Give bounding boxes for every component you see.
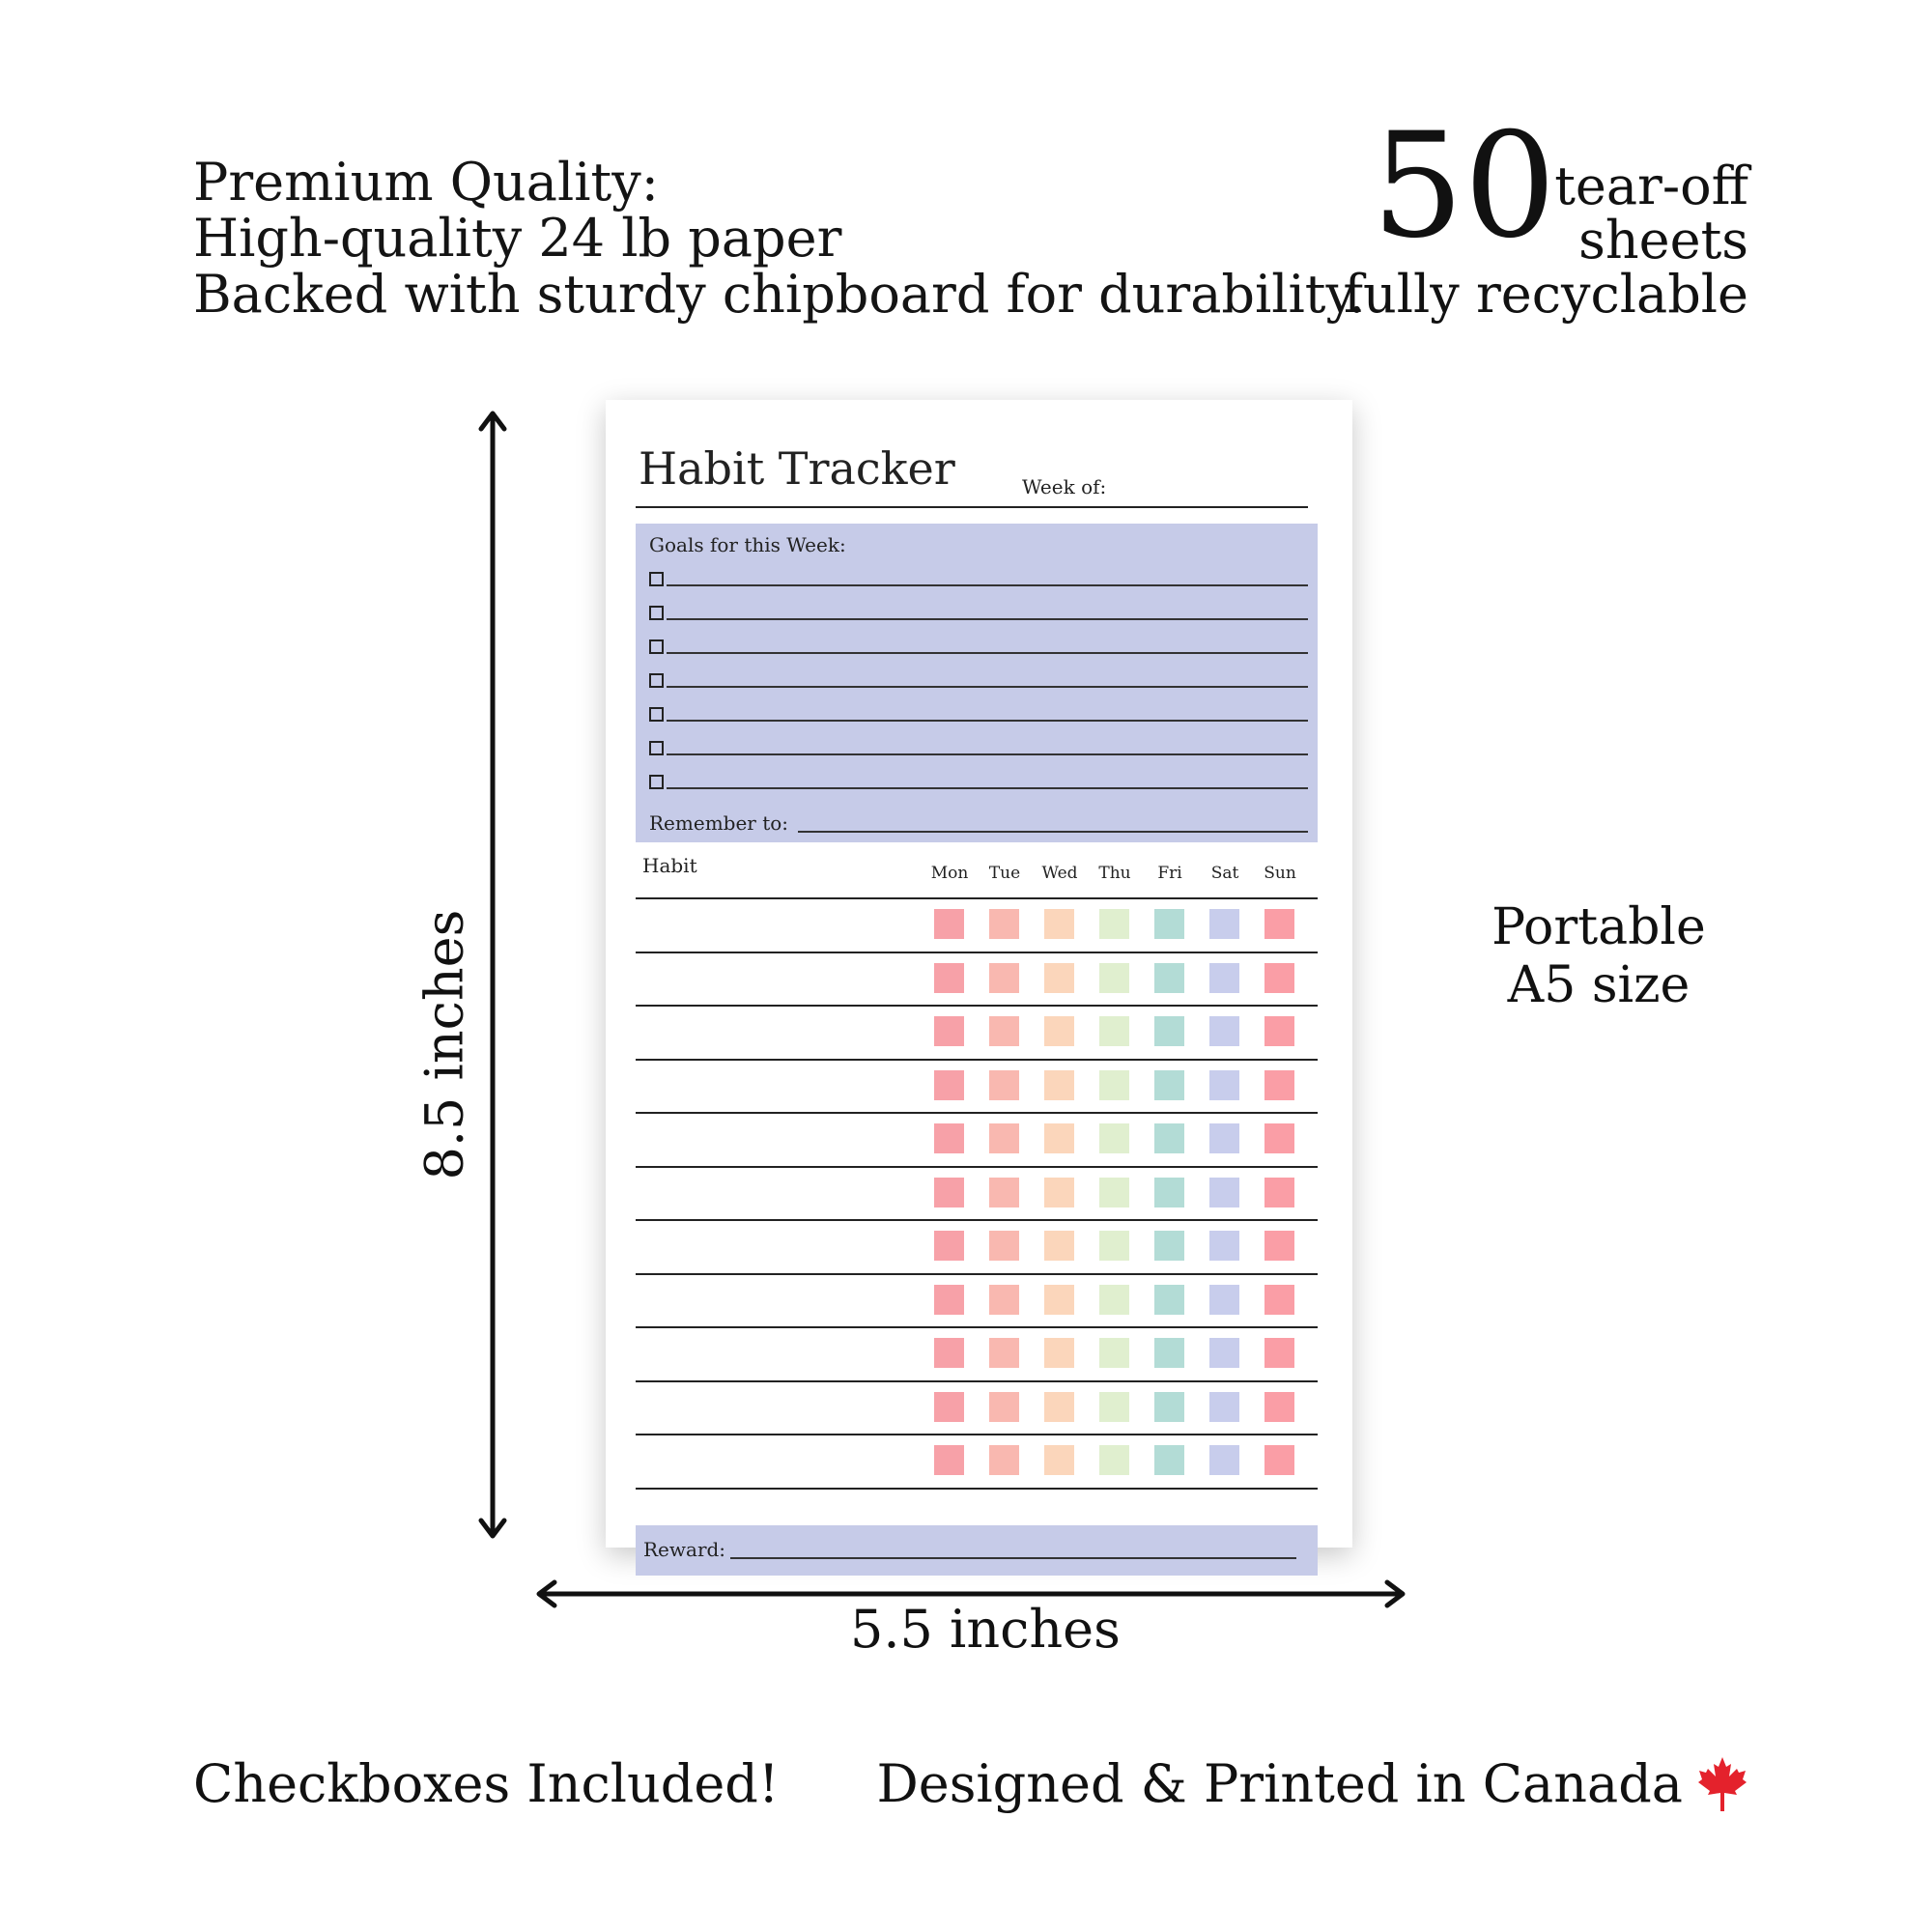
- portable-label: Portable: [1492, 898, 1706, 956]
- habit-day-square[interactable]: [1044, 1445, 1074, 1475]
- maple-leaf-icon: [1696, 1755, 1748, 1813]
- portable-size-text: [1478, 898, 1719, 1014]
- remember-label: Remember to:: [649, 811, 789, 835]
- habit-day-square[interactable]: [1209, 1070, 1239, 1100]
- canada-text-group: [876, 1753, 1748, 1814]
- habit-row-divider: [636, 1166, 1318, 1168]
- habit-day-square[interactable]: [1044, 1123, 1074, 1153]
- habit-day-square[interactable]: [1044, 1016, 1074, 1046]
- habit-day-square[interactable]: [1044, 1392, 1074, 1422]
- goal-checkbox[interactable]: [649, 572, 664, 586]
- habit-day-square[interactable]: [989, 963, 1019, 993]
- tearoff-label: tear-off: [1554, 156, 1748, 216]
- sheet-count: 50: [1372, 102, 1556, 270]
- habit-day-square[interactable]: [1264, 1338, 1294, 1368]
- habit-day-square[interactable]: [1264, 1231, 1294, 1261]
- habit-day-square[interactable]: [1154, 1392, 1184, 1422]
- habit-day-square[interactable]: [1099, 909, 1129, 939]
- checkboxes-included-text: Checkboxes Included!: [193, 1753, 780, 1814]
- habit-day-square[interactable]: [1209, 909, 1239, 939]
- quality-heading: Premium Quality:: [193, 152, 659, 213]
- goal-row: [649, 570, 1308, 589]
- chipboard-text: Backed with sturdy chipboard for durability.: [193, 264, 1365, 325]
- habit-row-divider: [636, 1005, 1318, 1007]
- habit-day-square[interactable]: [1209, 1178, 1239, 1208]
- goal-checkbox[interactable]: [649, 606, 664, 620]
- reward-label: Reward:: [643, 1538, 726, 1561]
- sheets-label: sheets: [1578, 210, 1748, 270]
- habit-row-divider: [636, 1059, 1318, 1061]
- goal-write-line: [667, 753, 1308, 755]
- habit-day-square[interactable]: [989, 1016, 1019, 1046]
- habit-row-divider: [636, 1380, 1318, 1382]
- habit-day-square[interactable]: [1044, 963, 1074, 993]
- day-header-thu: Thu: [1098, 864, 1131, 883]
- habit-day-square[interactable]: [1154, 963, 1184, 993]
- goal-write-line: [667, 618, 1308, 620]
- goal-checkbox[interactable]: [649, 775, 664, 789]
- quality-description: [193, 152, 1365, 325]
- habit-day-square[interactable]: [1264, 909, 1294, 939]
- goal-write-line: [667, 686, 1308, 688]
- goal-checkbox[interactable]: [649, 707, 664, 722]
- habit-day-square[interactable]: [1099, 1285, 1129, 1315]
- habit-day-square[interactable]: [989, 1445, 1019, 1475]
- habit-day-square[interactable]: [1099, 1070, 1129, 1100]
- habit-day-square[interactable]: [989, 909, 1019, 939]
- habit-day-square[interactable]: [1044, 1338, 1074, 1368]
- habit-row-divider: [636, 1326, 1318, 1328]
- habit-day-square[interactable]: [1154, 909, 1184, 939]
- goal-row: [649, 705, 1308, 724]
- day-header-wed: Wed: [1041, 864, 1078, 883]
- remember-write-line: [798, 831, 1308, 833]
- habit-day-square[interactable]: [1209, 1016, 1239, 1046]
- habit-day-square[interactable]: [1154, 1178, 1184, 1208]
- habit-day-square[interactable]: [1099, 1231, 1129, 1261]
- day-header-mon: Mon: [930, 864, 969, 883]
- goals-label: Goals for this Week:: [649, 533, 846, 556]
- day-header-sat: Sat: [1210, 864, 1239, 883]
- habit-day-square[interactable]: [989, 1178, 1019, 1208]
- habit-day-square[interactable]: [934, 1178, 964, 1208]
- habit-column-header: Habit: [642, 854, 697, 877]
- habit-day-square[interactable]: [1044, 1178, 1074, 1208]
- habit-day-square[interactable]: [1209, 1445, 1239, 1475]
- habit-day-square[interactable]: [1264, 963, 1294, 993]
- habit-row-divider: [636, 1112, 1318, 1114]
- habit-day-square[interactable]: [1099, 1392, 1129, 1422]
- habit-day-square[interactable]: [1264, 1123, 1294, 1153]
- goal-row: [649, 773, 1308, 792]
- habit-day-square[interactable]: [1264, 1178, 1294, 1208]
- habit-row-divider: [636, 1273, 1318, 1275]
- day-header-fri: Fri: [1157, 864, 1182, 883]
- habit-day-square[interactable]: [1099, 1445, 1129, 1475]
- habit-tracker-sheet: [606, 400, 1352, 1561]
- width-label: 5.5 inches: [850, 1599, 1121, 1660]
- habit-day-square[interactable]: [989, 1123, 1019, 1153]
- day-header-sun: Sun: [1264, 864, 1296, 883]
- habit-day-square[interactable]: [989, 1285, 1019, 1315]
- habit-day-square[interactable]: [989, 1231, 1019, 1261]
- canada-text: Designed & Printed in Canada: [876, 1753, 1683, 1814]
- habit-day-square[interactable]: [1099, 1016, 1129, 1046]
- goal-write-line: [667, 584, 1308, 586]
- goal-checkbox[interactable]: [649, 673, 664, 688]
- habit-day-square[interactable]: [1209, 1338, 1239, 1368]
- habit-day-square[interactable]: [1264, 1016, 1294, 1046]
- height-label: 8.5 inches: [413, 909, 475, 1180]
- habit-day-square[interactable]: [1264, 1070, 1294, 1100]
- habit-day-square[interactable]: [1154, 1445, 1184, 1475]
- habit-day-square[interactable]: [1209, 1285, 1239, 1315]
- habit-day-square[interactable]: [1209, 963, 1239, 993]
- habit-day-square[interactable]: [1154, 1123, 1184, 1153]
- reward-write-line: [730, 1557, 1296, 1559]
- habit-row-divider: [636, 897, 1318, 899]
- habit-row-divider: [636, 1434, 1318, 1435]
- recyclable-text: fully recyclable: [1343, 264, 1748, 325]
- sheet-title: Habit Tracker: [639, 442, 955, 495]
- reward-section: [636, 1525, 1318, 1576]
- habit-day-square[interactable]: [1099, 1338, 1129, 1368]
- habit-day-square[interactable]: [1154, 1016, 1184, 1046]
- a5-size-label: A5 size: [1507, 956, 1690, 1014]
- goal-checkbox[interactable]: [649, 741, 664, 755]
- habit-day-square[interactable]: [1209, 1392, 1239, 1422]
- goal-write-line: [667, 652, 1308, 654]
- habit-row-divider: [636, 1488, 1318, 1490]
- habit-row-divider: [636, 1219, 1318, 1221]
- habit-day-square[interactable]: [1044, 1070, 1074, 1100]
- habit-day-square[interactable]: [1044, 909, 1074, 939]
- habit-day-square[interactable]: [1264, 1285, 1294, 1315]
- habit-day-square[interactable]: [1154, 1285, 1184, 1315]
- habit-day-square[interactable]: [934, 1016, 964, 1046]
- paper-weight-text: High-quality 24 lb paper: [193, 208, 842, 269]
- habit-day-square[interactable]: [1099, 1123, 1129, 1153]
- goals-section: [636, 524, 1318, 842]
- goal-write-line: [667, 720, 1308, 722]
- habit-day-square[interactable]: [1154, 1338, 1184, 1368]
- week-of-label: Week of:: [1022, 475, 1107, 498]
- habit-day-square[interactable]: [934, 1231, 964, 1261]
- habit-day-square[interactable]: [934, 1338, 964, 1368]
- habit-day-square[interactable]: [934, 909, 964, 939]
- habit-day-square[interactable]: [989, 1392, 1019, 1422]
- habit-day-square[interactable]: [989, 1338, 1019, 1368]
- habit-day-square[interactable]: [934, 963, 964, 993]
- habit-day-square[interactable]: [989, 1070, 1019, 1100]
- goal-row: [649, 604, 1308, 623]
- habit-day-square[interactable]: [1044, 1231, 1074, 1261]
- habit-day-square[interactable]: [934, 1285, 964, 1315]
- habit-row-divider: [636, 952, 1318, 953]
- habit-day-square[interactable]: [1209, 1231, 1239, 1261]
- habit-day-square[interactable]: [934, 1123, 964, 1153]
- day-header-tue: Tue: [988, 864, 1021, 883]
- habit-day-square[interactable]: [934, 1070, 964, 1100]
- habit-day-square[interactable]: [1044, 1285, 1074, 1315]
- goal-checkbox[interactable]: [649, 639, 664, 654]
- habit-day-square[interactable]: [1099, 1178, 1129, 1208]
- habit-day-square[interactable]: [1264, 1392, 1294, 1422]
- tearoff-text: [1554, 156, 1748, 270]
- title-underline: [636, 506, 1308, 508]
- height-arrow: [473, 406, 512, 1546]
- goal-row: [649, 739, 1308, 758]
- habit-day-square[interactable]: [934, 1392, 964, 1422]
- habit-day-square[interactable]: [1209, 1123, 1239, 1153]
- habit-day-square[interactable]: [1154, 1231, 1184, 1261]
- goal-write-line: [667, 787, 1308, 789]
- habit-day-square[interactable]: [1264, 1445, 1294, 1475]
- habit-day-square[interactable]: [1154, 1070, 1184, 1100]
- goal-row: [649, 671, 1308, 691]
- goal-row: [649, 638, 1308, 657]
- habit-day-square[interactable]: [1099, 963, 1129, 993]
- habit-day-square[interactable]: [934, 1445, 964, 1475]
